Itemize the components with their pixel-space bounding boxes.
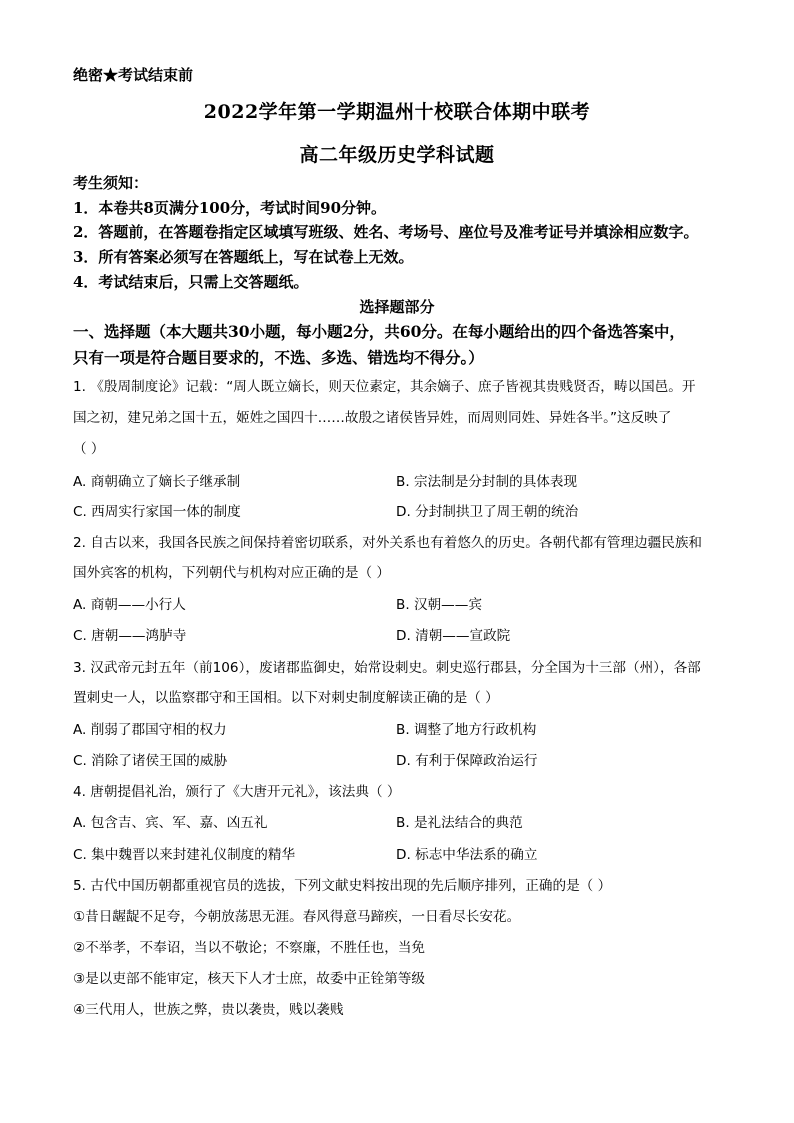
notice-item: 4．考试结束后，只需上交答题纸。 [73,273,309,291]
notice-heading: 考生须知： [73,174,149,192]
section-instruction: 只有一项是符合题目要求的，不选、多选、错选均不得分。） [73,348,484,367]
question-2-option-a: A. 商朝——小行人 [73,597,186,613]
question-3-text: 置刺史一人，以监察郡守和王国相。以下对刺史制度解读正确的是（ ） [73,690,499,706]
question-2-option-b: B. 汉朝——宾 [396,597,482,613]
question-4-option-d: D. 标志中华法系的确立 [396,847,538,863]
question-3-text: 3. 汉武帝元封五年（前106），废诸郡监御史，始常设刺史。刺史巡行郡县，分全国为十三部（州），各部 [73,660,701,676]
question-5-text: 5. 古代中国历朝都重视官员的选拔，下列文献史料按出现的先后顺序排列，正确的是（ ） [73,878,612,894]
question-1-text: 国之初，建兄弟之国十五，姬姓之国四十……故殷之诸侯皆异姓，而周则同姓、异姓各半。”这反映了 [73,410,672,426]
question-1-text: （ ） [73,441,105,457]
section-title: 选择题部分 [359,298,435,316]
question-4-text: 4. 唐朝提倡礼治，颁行了《大唐开元礼》，该法典（ ） [73,784,401,800]
question-3-option-a: A. 削弱了郡国守相的权力 [73,722,227,738]
question-1-option-b: B. 宗法制是分封制的具体表现 [396,474,578,490]
question-2-option-d: D. 清朝——宣政院 [396,628,511,644]
confidential-mark: 绝密★考试结束前 [73,66,194,84]
question-4-option-b: B. 是礼法结合的典范 [396,815,523,831]
question-2-option-c: C. 唐朝——鸿胪寺 [73,628,187,644]
question-4-option-c: C. 集中魏晋以来封建礼仪制度的精华 [73,847,296,863]
question-2-text: 2. 自古以来，我国各民族之间保持着密切联系，对外关系也有着悠久的历史。各朝代都有管理边疆民族和 [73,535,703,551]
question-1-option-c: C. 西周实行家国一体的制度 [73,504,241,520]
question-3-option-d: D. 有利于保障政治运行 [396,753,538,769]
question-1-option-a: A. 商朝确立了嫡长子继承制 [73,474,241,490]
question-5-source-2: ②不举孝，不奉诏，当以不敬论；不察廉，不胜任也，当免 [73,940,426,956]
question-5-source-3: ③是以吏部不能审定，核天下人才士庶，故委中正铨第等级 [73,971,426,987]
question-1-text: 1. 《殷周制度论》记载：“周人既立嫡长，则天位素定，其余嫡子、庶子皆视其贵贱贤否，畴以国邑。开 [73,379,696,395]
question-4-option-a: A. 包含吉、宾、军、嘉、凶五礼 [73,815,268,831]
question-5-source-4: ④三代用人，世族之弊，贵以袭贵，贱以袭贱 [73,1002,344,1018]
question-5-source-1: ①昔日龌龊不足夸，今朝放荡思无涯。春风得意马蹄疾，一日看尽长安花。 [73,909,521,925]
notice-item: 2．答题前，在答题卷指定区域填写班级、姓名、考场号、座位号及准考证号并填涂相应数字。 [73,223,699,241]
notice-item: 3．所有答案必须写在答题纸上，写在试卷上无效。 [73,248,414,266]
question-3-option-c: C. 消除了诸侯王国的威胁 [73,753,228,769]
question-2-text: 国外宾客的机构，下列朝代与机构对应正确的是（ ） [73,565,390,581]
exam-subtitle: 高二年级历史学科试题 [299,144,495,166]
question-1-option-d: D. 分封制拱卫了周王朝的统治 [396,504,579,520]
exam-title: 2022学年第一学期温州十校联合体期中联考 [203,101,591,123]
notice-item: 1．本卷共8页满分100分，考试时间90分钟。 [73,199,387,217]
section-instruction: 一、选择题（本大题共30小题，每小题2分，共60分。在每小题给出的四个备选答案中， [73,322,685,341]
question-3-option-b: B. 调整了地方行政机构 [396,722,537,738]
